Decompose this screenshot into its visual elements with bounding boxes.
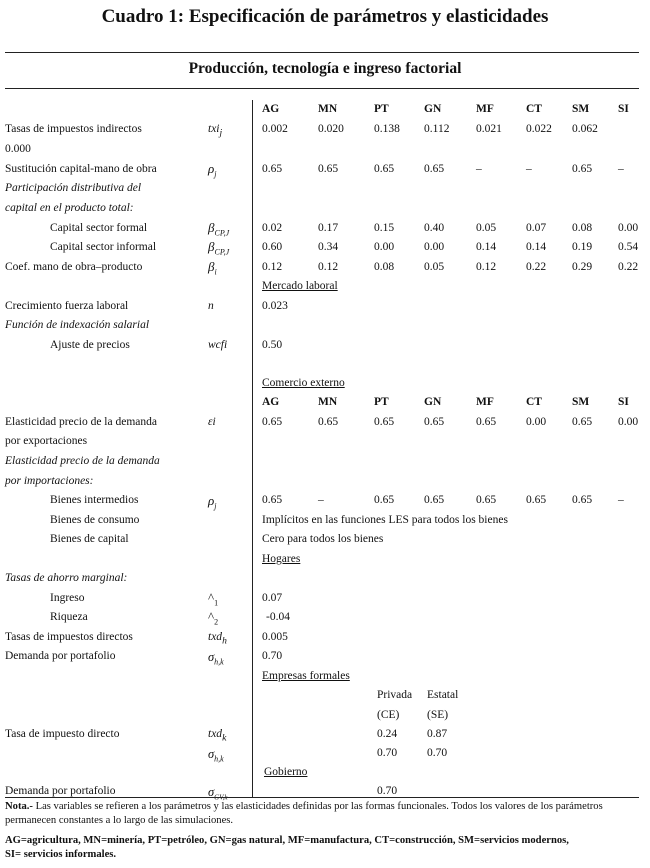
part-label-1: Participación distributiva del xyxy=(5,182,142,194)
symbol-rho-interm: $\rho_j$ xyxy=(208,493,217,511)
symbol-epsilon: εi xyxy=(208,416,216,428)
row-label-ingreso: Ingreso xyxy=(50,592,85,604)
bottom-rule xyxy=(5,797,639,798)
cap-formal-value-7: 0.00 xyxy=(618,222,639,234)
coef-value-2: 0.08 xyxy=(374,261,395,273)
coef-value-7: 0.22 xyxy=(618,261,639,273)
cap-informal-value-5: 0.14 xyxy=(526,241,547,253)
row-overflow-txi: 0.000 xyxy=(5,143,31,155)
sector-header-2-2: PT xyxy=(374,396,389,408)
col-estatal: Estatal xyxy=(427,689,459,701)
coef-value-3: 0.05 xyxy=(424,261,445,273)
sector-header-4: MF xyxy=(476,103,494,115)
sector-header-0: AG xyxy=(262,103,280,115)
symbol-lambda-2: $\^{}_2$ xyxy=(208,609,219,627)
label-imp-2: por importaciones: xyxy=(5,475,94,487)
section-rule xyxy=(5,88,639,89)
exp-value-2: 0.65 xyxy=(374,416,395,428)
row-label-cap-informal: Capital sector informal xyxy=(50,241,157,253)
txi-value-4: 0.021 xyxy=(476,123,502,135)
sust-value-4: – xyxy=(476,163,482,175)
txi-value-2: 0.138 xyxy=(374,123,400,135)
cap-formal-value-5: 0.07 xyxy=(526,222,547,234)
table-title: Cuadro 1: Especificación de parámetros y elasticidades xyxy=(101,6,549,27)
row-label-coef: Coef. mano de obra–producto xyxy=(5,261,143,273)
cap-informal-value-3: 0.00 xyxy=(424,241,445,253)
value-sigma-se: 0.70 xyxy=(427,747,448,759)
value-sigma-ce: 0.70 xyxy=(377,747,398,759)
row-label-ajuste: Ajuste de precios xyxy=(50,339,130,351)
coef-value-1: 0.12 xyxy=(318,261,339,273)
symbol-beta-formal: $\beta_{CP,J}$ xyxy=(208,220,230,238)
sust-value-1: 0.65 xyxy=(318,163,339,175)
row-label-interm: Bienes intermedios xyxy=(50,494,139,506)
value-tasa-ce: 0.24 xyxy=(377,728,398,740)
cap-formal-value-0: 0.02 xyxy=(262,222,283,234)
row-label-crec: Crecimiento fuerza laboral xyxy=(5,300,129,312)
value-dem-h: 0.70 xyxy=(262,650,283,662)
col-se: (SE) xyxy=(427,709,449,721)
coef-value-0: 0.12 xyxy=(262,261,283,273)
sector-header-5: CT xyxy=(526,103,542,115)
row-label-sust: Sustitución capital-mano de obra xyxy=(5,163,157,175)
interm-value-3: 0.65 xyxy=(424,494,445,506)
sector-header-2-1: MN xyxy=(318,396,338,408)
sector-header-1: MN xyxy=(318,103,338,115)
sector-header-2-4: MF xyxy=(476,396,494,408)
row-label-capital: Bienes de capital xyxy=(50,533,129,545)
cap-informal-value-6: 0.19 xyxy=(572,241,593,253)
coef-value-4: 0.12 xyxy=(476,261,497,273)
column-divider xyxy=(252,100,253,798)
heading-hogares: Hogares xyxy=(262,553,301,565)
symbol-sigma-gv: $\sigma_{GV,k}$ xyxy=(208,785,228,802)
row-label-tasa-k: Tasa de impuesto directo xyxy=(5,728,120,740)
text-capital: Cero para todos los bienes xyxy=(262,533,384,545)
coef-value-5: 0.22 xyxy=(526,261,547,273)
interm-value-7: – xyxy=(618,494,624,506)
value-riqueza: -0.04 xyxy=(266,611,290,623)
col-ce: (CE) xyxy=(377,709,400,721)
txi-value-6: 0.062 xyxy=(572,123,598,135)
cap-formal-value-3: 0.40 xyxy=(424,222,445,234)
row-label-riqueza: Riqueza xyxy=(50,611,88,623)
heading-gobierno: Gobierno xyxy=(264,766,308,778)
cap-formal-value-2: 0.15 xyxy=(374,222,395,234)
sector-header-2-0: AG xyxy=(262,396,280,408)
symbol-txi: txi$_j$ xyxy=(208,123,223,139)
sust-value-6: 0.65 xyxy=(572,163,593,175)
row-label-txi: Tasas de impuestos indirectos xyxy=(5,123,142,135)
symbol-n: n xyxy=(208,300,214,312)
heading-empresas: Empresas formales xyxy=(262,670,350,682)
cap-formal-value-6: 0.08 xyxy=(572,222,593,234)
symbol-rho: $\rho_j$ xyxy=(208,161,217,179)
text-consumo: Implícitos en las funciones LES para todos los bienes xyxy=(262,514,508,526)
sector-header-2-7: SI xyxy=(618,396,629,408)
txi-value-3: 0.112 xyxy=(424,123,450,135)
note-abbreviations-2: SI= servicios informales. xyxy=(5,849,117,860)
symbol-sigma-k: $\sigma_{h,k}$ xyxy=(208,747,224,764)
interm-value-4: 0.65 xyxy=(476,494,497,506)
value-ingreso: 0.07 xyxy=(262,592,283,604)
row-label-txd-h: Tasas de impuestos directos xyxy=(5,631,133,643)
label-imp-1: Elasticidad precio de la demanda xyxy=(5,455,160,467)
exp-value-0: 0.65 xyxy=(262,416,283,428)
sector-header-2-3: GN xyxy=(424,396,442,408)
cap-informal-value-2: 0.00 xyxy=(374,241,395,253)
symbol-wcfi: wcfi xyxy=(208,339,228,351)
part-label-2: capital en el producto total: xyxy=(5,202,134,214)
sector-header-2: PT xyxy=(374,103,389,115)
sust-value-5: – xyxy=(526,163,532,175)
interm-value-1: – xyxy=(318,494,324,506)
exp-value-6: 0.65 xyxy=(572,416,593,428)
section-title: Producción, tecnología e ingreso factorial xyxy=(188,60,462,77)
symbol-beta-coef: $\beta_i$ xyxy=(208,259,217,277)
cap-informal-value-1: 0.34 xyxy=(318,241,339,253)
row-label-cap-formal: Capital sector formal xyxy=(50,222,148,234)
exp-value-3: 0.65 xyxy=(424,416,445,428)
interm-value-2: 0.65 xyxy=(374,494,395,506)
txi-value-5: 0.022 xyxy=(526,123,552,135)
row-label-consumo: Bienes de consumo xyxy=(50,514,140,526)
interm-value-0: 0.65 xyxy=(262,494,283,506)
interm-value-5: 0.65 xyxy=(526,494,547,506)
txi-value-0: 0.002 xyxy=(262,123,288,135)
label-func-indexacion: Función de indexación salarial xyxy=(5,319,150,331)
sust-value-3: 0.65 xyxy=(424,163,445,175)
label-elast-1: Elasticidad precio de la demanda xyxy=(5,416,157,428)
cap-formal-value-4: 0.05 xyxy=(476,222,497,234)
txi-value-1: 0.020 xyxy=(318,123,344,135)
heading-comercio-externo: Comercio externo xyxy=(262,377,345,389)
value-txd-h: 0.005 xyxy=(262,631,288,643)
sector-header-7: SI xyxy=(618,103,629,115)
exp-value-5: 0.00 xyxy=(526,416,547,428)
sector-header-2-6: SM xyxy=(572,396,590,408)
sust-value-0: 0.65 xyxy=(262,163,283,175)
sust-value-2: 0.65 xyxy=(374,163,395,175)
cap-informal-value-0: 0.60 xyxy=(262,241,283,253)
value-ajuste: 0.50 xyxy=(262,339,283,351)
sector-header-2-5: CT xyxy=(526,396,542,408)
cap-formal-value-1: 0.17 xyxy=(318,222,339,234)
value-dem-gv: 0.70 xyxy=(377,785,398,797)
value-crec: 0.023 xyxy=(262,300,288,312)
label-ahorro: Tasas de ahorro marginal: xyxy=(5,572,128,584)
symbol-lambda-1: $\^{}_1$ xyxy=(208,590,219,608)
cap-informal-value-4: 0.14 xyxy=(476,241,497,253)
cap-informal-value-7: 0.54 xyxy=(618,241,639,253)
symbol-txd-k: txd$_k$ xyxy=(208,728,227,744)
exp-value-1: 0.65 xyxy=(318,416,339,428)
sector-header-3: GN xyxy=(424,103,442,115)
top-rule xyxy=(5,52,639,53)
interm-value-6: 0.65 xyxy=(572,494,593,506)
exp-value-7: 0.00 xyxy=(618,416,639,428)
sust-value-7: – xyxy=(618,163,624,175)
row-label-dem-h: Demanda por portafolio xyxy=(5,650,116,662)
exp-value-4: 0.65 xyxy=(476,416,497,428)
symbol-txd-h: txd$_h$ xyxy=(208,631,227,647)
heading-mercado-laboral: Mercado laboral xyxy=(262,280,338,292)
label-elast-2: por exportaciones xyxy=(5,435,88,447)
symbol-beta-informal: $\beta_{CP,J}$ xyxy=(208,239,230,257)
value-tasa-se: 0.87 xyxy=(427,728,448,740)
coef-value-6: 0.29 xyxy=(572,261,593,273)
symbol-sigma-h: $\sigma_{h,k}$ xyxy=(208,650,224,667)
col-privada: Privada xyxy=(377,689,413,701)
note-paragraph: Nota.- Las variables se refieren a los parámetros y las elasticidades definidas por las formas funcionales. Todos los valores de los parámetros permanecen constantes a lo largo de las simulaciones. xyxy=(5,801,603,826)
note-abbreviations: AG=agricultura, MN=minería, PT=petróleo, GN=gas natural, MF=manufactura, CT=construcción, SM=servicios modernos, xyxy=(5,835,569,846)
row-label-dem-gv: Demanda por portafolio xyxy=(5,785,116,797)
sector-header-6: SM xyxy=(572,103,590,115)
